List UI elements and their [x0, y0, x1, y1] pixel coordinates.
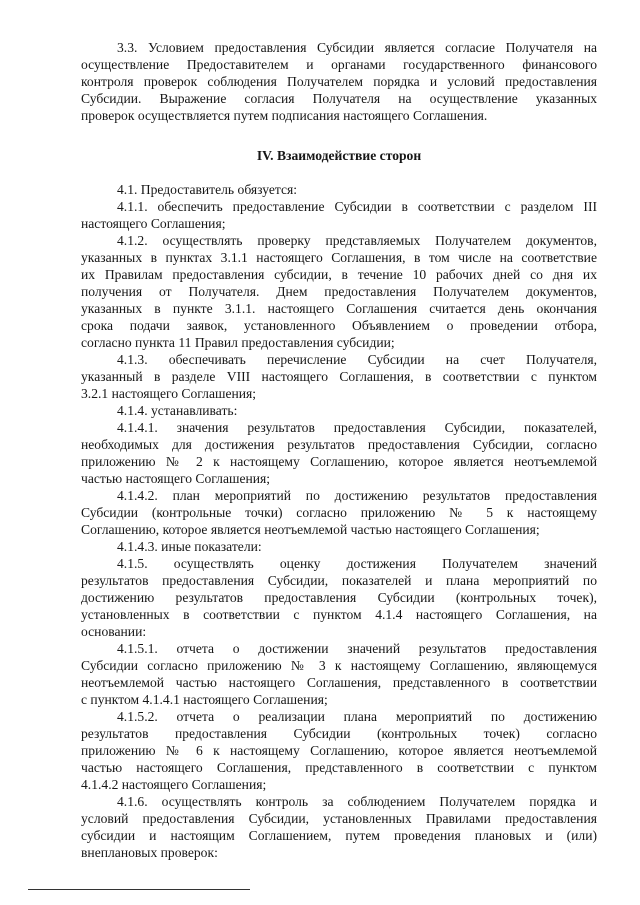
text-line: внеплановых проверок:: [81, 845, 218, 860]
text-line: основании:: [81, 624, 147, 639]
text-line: Соглашению, которое является неотъемлемой частью настоящего Соглашения;: [81, 522, 540, 537]
text-line: срока подачи заявок, установленного Объявлением о проведении отбора,: [81, 318, 597, 333]
text-line: получения от Получателя. Днем предоставления Получателем документов,: [81, 284, 597, 299]
text-line: результатов предоставления Субсидии, показателей и плана мероприятий по: [81, 573, 597, 588]
text-line: настоящего Соглашения;: [81, 216, 226, 231]
text-line: Субсидии согласно приложению № 3 к настоящему Соглашению, являющемуся: [81, 658, 597, 673]
text-line: контроля проверок соблюдения Получателем порядка и условий предоставления: [81, 74, 597, 89]
text-line: установленных в соответствии с пунктом 4.1.4 настоящего Соглашения, на: [81, 607, 597, 622]
text-line: достижению результатов предоставления Субсидии (контрольных точек),: [81, 590, 597, 605]
text-line: проверок осуществляется путем подписания настоящего Соглашения.: [81, 108, 488, 123]
text-line: 4.1.3. обеспечивать перечисление Субсидии на счет Получателя,: [117, 352, 597, 367]
text-line: указанных в пунктах 3.1.1 настоящего Соглашения, в том числе на соответствие: [81, 250, 597, 265]
text-line: приложению № 6 к настоящему Соглашению, которое является неотъемлемой: [81, 743, 597, 758]
text-line: частью настоящего Соглашения, представленного в соответствии с пунктом: [81, 760, 597, 775]
text-line: 4.1.4.2. план мероприятий по достижению результатов предоставления: [117, 488, 597, 503]
text-line: 4.1.1. обеспечить предоставление Субсидии в соответствии с разделом III: [117, 199, 597, 214]
text-line: условий предоставления Субсидии, установленных Правилами предоставления: [81, 811, 597, 826]
text-line: результатов предоставления Субсидии (контрольных точек) согласно: [81, 726, 597, 741]
text-line: приложению № 2 к настоящему Соглашению, которое является неотъемлемой: [81, 454, 597, 469]
footnote-separator: [28, 889, 250, 890]
text-line: 4.1.4. устанавливать:: [117, 403, 238, 418]
text-line: неотъемлемой частью настоящего Соглашения, представленного в соответствии: [81, 675, 597, 690]
section-heading: IV. Взаимодействие сторон: [256, 148, 422, 163]
text-line: 4.1.4.1. значения результатов предоставления Субсидии, показателей,: [117, 420, 597, 435]
text-line: 4.1.5.2. отчета о реализации плана мероприятий по достижению: [117, 709, 597, 724]
text-line: необходимых для достижения результатов предоставления Субсидии, согласно: [81, 437, 597, 452]
text-line: осуществление Предоставителем и органами государственного финансового: [81, 57, 597, 72]
text-line: 4.1.2. осуществлять проверку представляемых Получателем документов,: [117, 233, 597, 248]
text-line: 4.1.5. осуществлять оценку достижения Получателем значений: [117, 556, 597, 571]
text-line: Субсидии. Выражение согласия Получателя на осуществление указанных: [81, 91, 597, 106]
text-line: 4.1.6. осуществлять контроль за соблюдением Получателем порядка и: [117, 794, 597, 809]
text-line: Субсидии (контрольные точки) согласно приложению № 5 к настоящему: [81, 505, 597, 520]
text-line: 4.1.5.1. отчета о достижении значений результатов предоставления: [117, 641, 597, 656]
text-line: с пунктом 4.1.4.1 настоящего Соглашения;: [81, 692, 328, 707]
text-line: их Правилам предоставления субсидии, в течение 10 рабочих дней со дня их: [81, 267, 597, 282]
text-line: 3.2.1 настоящего Соглашения;: [81, 386, 257, 401]
text-line: указанных в пункте 3.1.1. настоящего Соглашения считается день окончания: [81, 301, 597, 316]
text-line: указанный в разделе VIII настоящего Соглашения, в соответствии с пунктом: [81, 369, 597, 384]
text-line: 4.1.4.2 настоящего Соглашения;: [81, 777, 267, 792]
text-line: частью настоящего Соглашения;: [81, 471, 271, 486]
text-line: 4.1.4.3. иные показатели:: [117, 539, 262, 554]
text-line: согласно пункта 11 Правил предоставления субсидии;: [81, 335, 395, 350]
text-line: субсидии и настоящим Соглашением, путем проведения плановых и (или): [81, 828, 597, 843]
text-line: 4.1. Предоставитель обязуется:: [117, 182, 298, 197]
text-line: 3.3. Условием предоставления Субсидии является согласие Получателя на: [117, 40, 597, 55]
